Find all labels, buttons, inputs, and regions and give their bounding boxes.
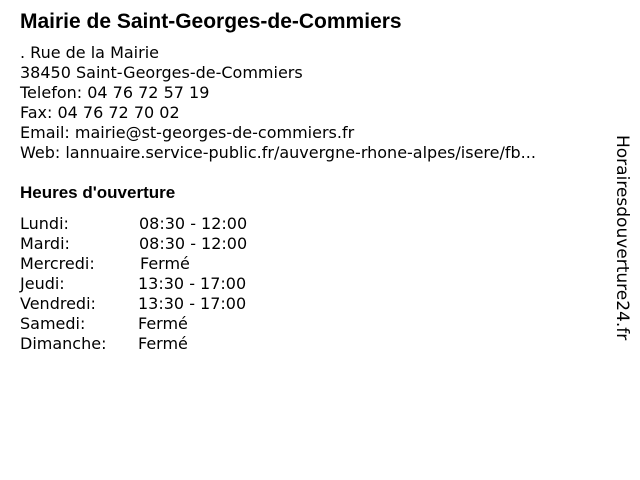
day-label: Mercredi: — [20, 254, 95, 273]
time-value: 13:30 - 17:00 — [138, 274, 247, 293]
time-value: Fermé — [138, 314, 188, 333]
hours-heading: Heures d'ouverture — [20, 183, 176, 202]
site-watermark: Horairesdouverture24.fr — [612, 135, 632, 341]
time-value: 08:30 - 12:00 — [139, 234, 248, 253]
day-label: Mardi: — [20, 234, 70, 253]
day-label: Jeudi: — [20, 274, 65, 293]
day-label: Lundi: — [20, 214, 69, 233]
time-value: Fermé — [140, 254, 190, 273]
day-label: Samedi: — [20, 314, 86, 333]
web-link[interactable]: Web: lannuaire.service-public.fr/auvergne-rhone-alpes/isere/fb... — [20, 143, 536, 162]
city-address: 38450 Saint-Georges-de-Commiers — [20, 63, 303, 82]
time-value: 13:30 - 17:00 — [138, 294, 247, 313]
day-label: Vendredi: — [20, 294, 96, 313]
email-address: Email: mairie@st-georges-de-commiers.fr — [20, 123, 355, 142]
contact-block — [20, 43, 600, 163]
street-address: . Rue de la Mairie — [20, 43, 159, 62]
time-value: Fermé — [138, 334, 188, 353]
page-title: Mairie de Saint-Georges-de-Commiers — [20, 10, 402, 33]
time-value: 08:30 - 12:00 — [139, 214, 248, 233]
phone-number: Telefon: 04 76 72 57 19 — [20, 83, 210, 102]
day-label: Dimanche: — [20, 334, 107, 353]
fax-number: Fax: 04 76 72 70 02 — [20, 103, 180, 122]
